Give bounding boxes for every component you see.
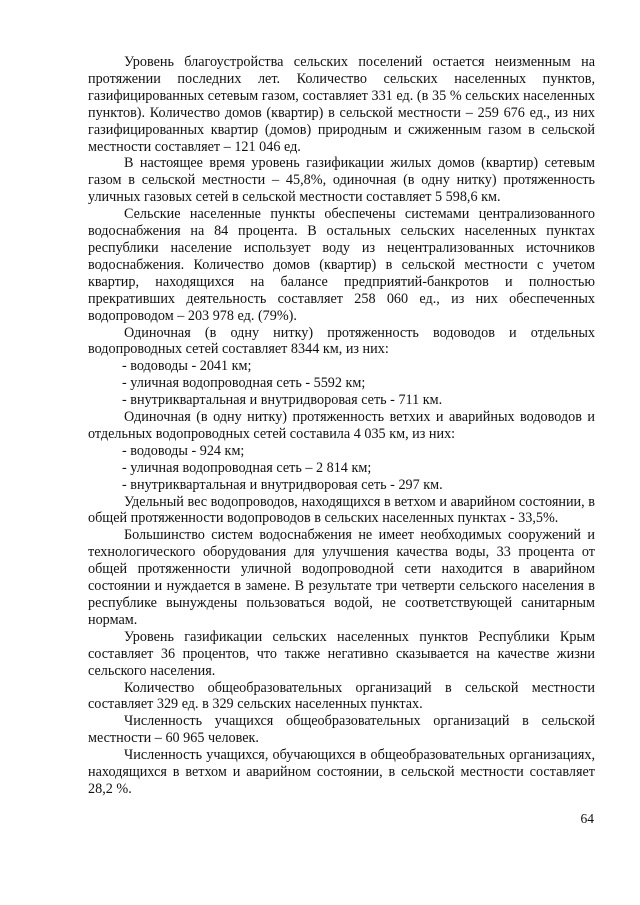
list-item-worn-water-mains: - водоводы - 924 км; (122, 442, 245, 459)
paragraph-worn-network-length: Одиночная (в одну нитку) протяженность ветхих и аварийных водоводов и отдельных водопроводных сетей составила 4 035 км, из них: (88, 409, 595, 442)
list-item-worn-street-network: - уличная водопроводная сеть – 2 814 км; (122, 459, 372, 476)
list-item-worn-yard-network: - внутриквартальная и внутридворовая сеть - 297 км. (122, 476, 443, 493)
document-body (88, 54, 595, 798)
paragraph-water-supply: Сельские населенные пункты обеспечены системами централизованного водоснабжения на 84 процента. В остальных сельских населенных пунктах республики население использует воду из нецентрализованных источников водоснабжения. Количество домов (квартир) в сельской местности с учетом квартир, находящихся на балансе предприятий-банкротов и полностью прекративших деятельность составляет 258 060 ед., из них обеспеченных водопроводом – 203 978 ед. (79%). (88, 206, 595, 324)
paragraph-water-quality: Большинство систем водоснабжения не имеет необходимых сооружений и технологического оборудования для улучшения качества воды, 33 процента от общей протяженности уличной водопроводной сети находится в аварийном состоянии и нуждается в замене. В результате три четверти сельского населения в республике вынуждены пользоваться водой, не соответствующей санитарным нормам. (88, 527, 595, 628)
list-item-water-mains: - водоводы - 2041 км; (122, 358, 252, 375)
paragraph-worn-share: Удельный вес водопроводов, находящихся в ветхом и аварийном состоянии, в общей протяженности водопроводов в сельских населенных пунктах - 33,5%. (88, 493, 595, 527)
paragraph-water-network-length: Одиночная (в одну нитку) протяженность водоводов и отдельных водопроводных сетей составляет 8344 км, из них: (88, 324, 595, 358)
list-item-yard-network: - внутриквартальная и внутридворовая сеть - 711 км. (122, 392, 443, 409)
paragraph-gasification-crimea: Уровень газификации сельских населенных пунктов Республики Крым составляет 36 процентов, что также негативно сказывается на качестве жизни сельского населения. (88, 628, 595, 679)
paragraph-schools-count: Количество общеобразовательных организаций в сельской местности составляет 329 ед. в 329 сельских населенных пунктах. (88, 679, 595, 713)
paragraph-gasification-overview: Уровень благоустройства сельских поселений остается неизменным на протяжении последних лет. Количество сельских населенных пунктов, газифицированных сетевым газом, составляет 331 ед. (в 35 % сельских населенных пунктов). Количество домов (квартир) в сельской местности – 259 676 ед., из них газифицированных квартир (домов) природным и сжиженным газом в сельской местности составляет – 121 046 ед. (88, 54, 595, 155)
paragraph-students-worn-buildings: Численность учащихся, обучающихся в общеобразовательных организациях, находящихся в ветхом и аварийном состоянии, в сельской местности составляет 28,2 %. (88, 747, 595, 797)
paragraph-gasification-level: В настоящее время уровень газификации жилых домов (квартир) сетевым газом в сельской местности – 45,8%, одиночная (в одну нитку) протяженность уличных газовых сетей в сельской местности составляет 5 598,6 км. (88, 155, 595, 206)
list-item-street-network: - уличная водопроводная сеть - 5592 км; (122, 375, 366, 392)
page-number: 64 (580, 811, 594, 826)
paragraph-students-count: Численность учащихся общеобразовательных организаций в сельской местности – 60 965 человек. (88, 713, 595, 747)
